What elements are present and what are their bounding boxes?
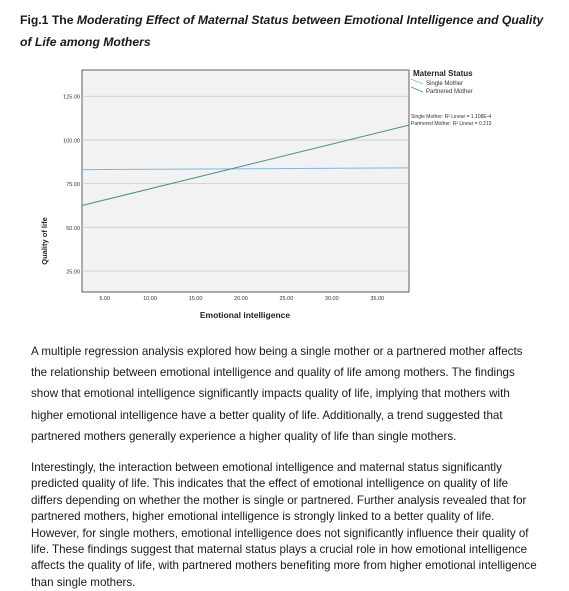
x-tick-label: 30.00 xyxy=(324,296,339,302)
x-tick-label: 10.00 xyxy=(143,296,158,302)
x-tick-label: 20.00 xyxy=(234,296,248,302)
x-tick-label: 15.00 xyxy=(188,296,203,302)
paragraph-2: Interestingly, the interaction between emotional intelligence and maternal status significantly predicted quality of life. This indicates that the effect of emotional intelligence on quality of life differs depending on whether the mother is single or partnered. Further analysis revealed that for partnered mothers, higher emotional intelligence is strongly linked to a better quality of life. However, for single mothers, emotional intelligence does not significantly influence their quality of life. These findings suggest that maternal status plays a crucial role in how emotional intelligence affects the quality of life, with partnered mothers benefiting more from higher emotional intelligence than single mothers. xyxy=(31,461,537,589)
paragraph-1: A multiple regression analysis explored how being a single mother or a partnered mother affects the relationship between emotional intelligence and quality of life among mothers. The findings show that emotional intelligence significantly impacts quality of life, implying that mothers with higher emotional intelligence have a better quality of life. Additionally, a trend suggested that partnered mothers generally experience a higher quality of life than single mothers. xyxy=(31,345,523,443)
r-squared-annotations xyxy=(411,114,492,127)
x-tick-label: 5.00 xyxy=(99,296,111,302)
x-tick-label: 25.00 xyxy=(279,296,294,302)
legend-label: Partnered Mother xyxy=(426,89,473,95)
y-tick-label: 25.00 xyxy=(66,269,80,276)
figure-title-text: Moderating Effect of Maternal Status between Emotional Intelligence and Quality of Life among Mothers xyxy=(20,13,544,49)
y-tick-label: 100.00 xyxy=(63,138,80,145)
x-tick-label: 35.00 xyxy=(370,296,385,302)
figure-title xyxy=(20,9,550,53)
regression-chart xyxy=(0,55,569,330)
y-tick-label: 75.00 xyxy=(66,182,80,189)
r-squared-label: Partnered Mother: R² Linear = 0.213 xyxy=(411,121,492,127)
legend-label: Single Mother xyxy=(426,81,464,87)
r-squared-label: Single Mother: R² Linear = 1.108E-4 xyxy=(411,114,492,120)
legend-title: Maternal Status xyxy=(413,69,473,78)
figure-title-lead: Fig.1 The xyxy=(20,13,77,27)
plot-area xyxy=(82,70,409,292)
x-axis-label: Emotional intelligence xyxy=(199,310,291,320)
y-axis-label: Quality of life xyxy=(40,217,49,265)
y-tick-label: 50.00 xyxy=(66,225,80,232)
y-tick-label: 125.00 xyxy=(63,94,80,101)
